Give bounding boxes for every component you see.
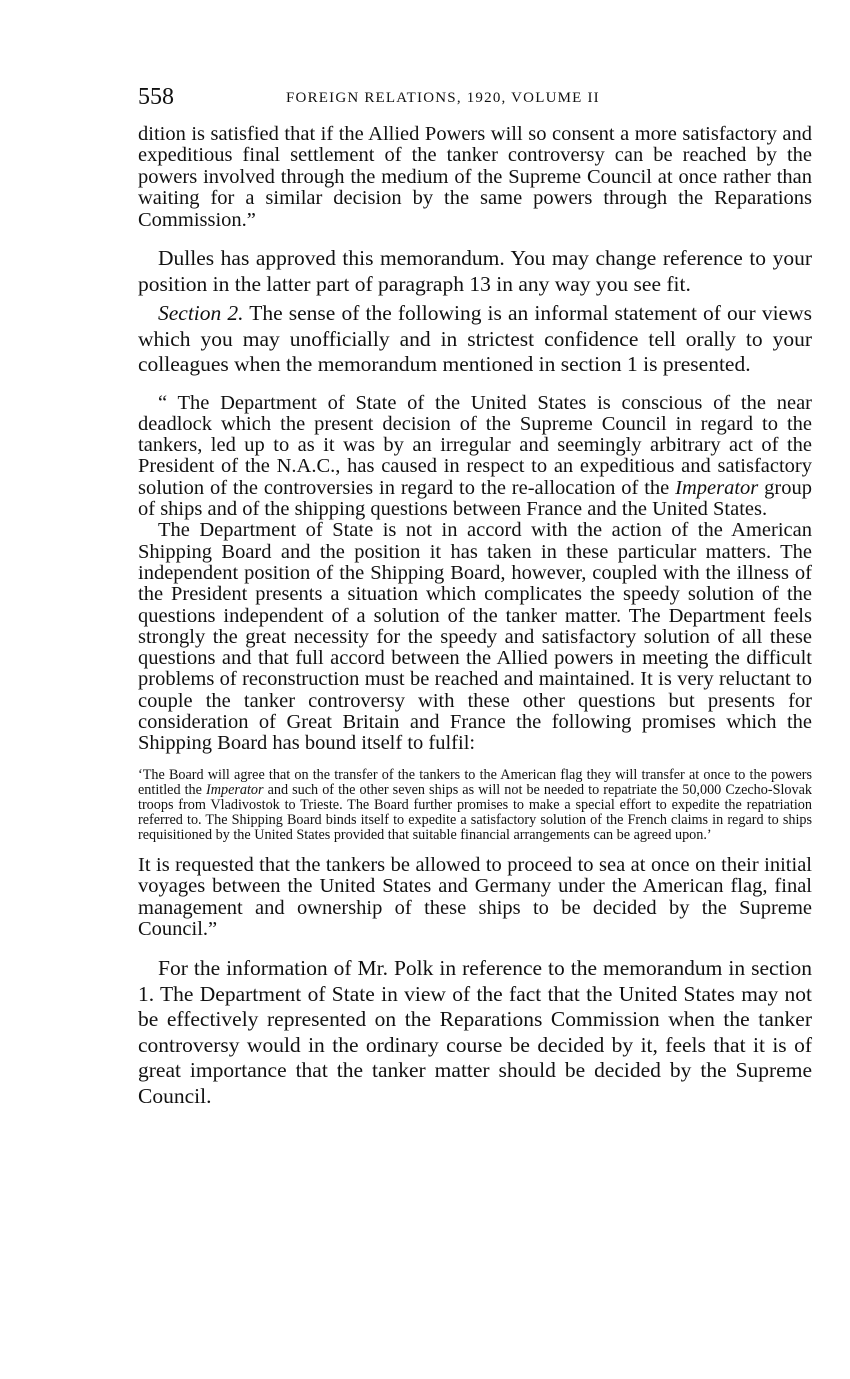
quoted-paragraph-request: It is requested that the tankers be allowed to proceed to sea at once on their initial voyages between the United States and Germany under the American flag, final management and ownership of these ships to be decided by the Supreme Council.” (138, 854, 812, 940)
quoted-paragraph-shipping-board: The Department of State is not in accord with the action of the American Shipping Board and the position it has taken in these particular matters. The independent position of the Shipping Board, however, coupled with the illness of the President presents a situation which complicates the speedy solution of the questions independent of a solution of the tanker matter. The Department feels strongly the great necessity for the speedy and satisfactory solution of all these questions and that full accord between the Allied powers in meeting the difficult problems of reconstruction must be reached and maintained. It is very reluctant to couple the tanker controversy with these other questions but presents for consideration of Great Britain and France the following promises which the Shipping Board has bound itself to fulfil: (138, 519, 812, 755)
page-number: 558 (138, 84, 174, 110)
quoted-paragraph-continuation: dition is satisfied that if the Allied Powers will so consent a more satisfactory and expeditious final settlement of the tanker controversy can be reached by the powers involved through the medium of the Supreme Council at once rather than waiting for a similar decision by the same powers through the Reparations Commission.” (138, 123, 812, 231)
section-heading: Section 2. (158, 301, 244, 326)
body-paragraph-polk: For the information of Mr. Polk in reference to the memorandum in section 1. The Department of State in view of the fact that the United States may not be effectively represented on the Reparations Commission when the tanker controversy would in the ordinary course be decided by it, feels that it is of great importance that the tanker matter should be decided by the Supreme Council. (138, 956, 812, 1108)
nested-quote-board-promise (138, 768, 812, 843)
ship-name-italic: Imperator (206, 781, 264, 798)
nested-quote-part: and such of the other seven ships as will not be needed to repatriate the 50,000 Czecho-Slovak troops from Vladivostok to Trieste. The Board further promises to make a special effort to expedite the repatriation referred to. The Shipping Board binds itself to expedite a satisfactory solution of the French claims in regard to ships requisitioned by the United States provided that suitable financial arrangements can be agreed upon.’ (138, 781, 812, 843)
quote-text-part: “ The Department of State of the United States is conscious of the near deadlock which the present decision of the Supreme Council in regard to the tankers, led up to as it was by an irregular and seemingly arbitrary act of the President of the N.A.C., has caused in respect to an expeditious and satisfactory solution of the controversies in regard to the re-allocation of the (138, 391, 812, 499)
page-header (138, 84, 812, 114)
quoted-paragraph-department (138, 393, 812, 521)
running-head: FOREIGN RELATIONS, 1920, VOLUME II (286, 90, 600, 106)
body-paragraph-section-2 (138, 301, 812, 378)
section-2-text: The sense of the following is an informal statement of our views which you may unofficially and in strictest confidence tell orally to your colleagues when the memorandum mentioned in section 1 is presented. (138, 301, 812, 377)
body-paragraph-dulles: Dulles has approved this memorandum. You may change reference to your position in the latter part of paragraph 13 in any way you see fit. (138, 246, 812, 296)
nested-quote-part: ‘The Board will agree that on the transfer of the tankers to the American flag they will transfer at once to the powers entitled the (138, 766, 812, 798)
ship-name-italic: Imperator (675, 476, 759, 499)
document-page (138, 84, 812, 1109)
quote-text-part: group of ships and of the shipping questions between France and the United States. (138, 476, 812, 521)
